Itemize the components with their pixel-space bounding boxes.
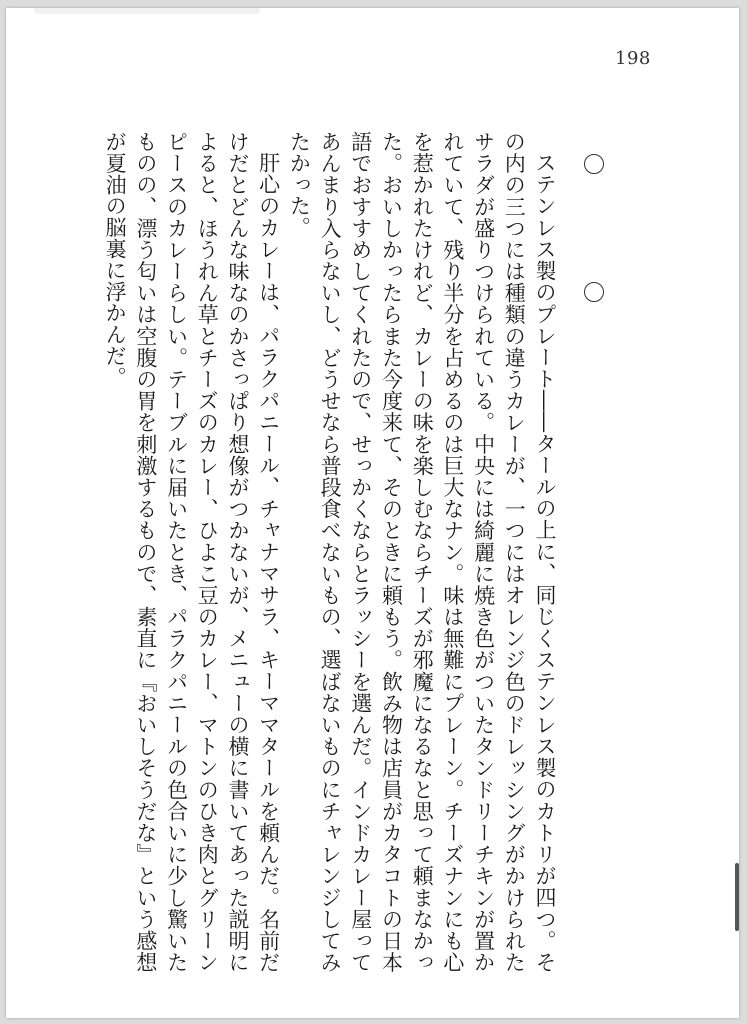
vertical-text-body — [103, 131, 560, 973]
book-page — [6, 8, 739, 1018]
page-top-tab — [34, 8, 260, 14]
scene-break-circle — [584, 282, 604, 302]
scrollbar-thumb[interactable] — [735, 863, 739, 931]
paragraph: 肝心のカレーは、パラクパニール、チャナマサラ、キーママタールを頼んだ。名前だけだとどんな味なのかさっぱり想像がつかないが、メニューの横に書いてあった説明によると、ほうれん草とチーズのカレー、ひよこ豆のカレー、マトンのひき肉とグリーンピースのカレーらしい。テーブルに届いたとき、パラクパニールの色合いに少し驚いたものの、漂う匂いは空腹の胃を刺激するもので、素直に『おいしそうだな』という感想が夏油の脳裏に浮かんだ。 — [103, 131, 281, 973]
page-number: 198 — [615, 48, 651, 69]
paragraph: ステンレス製のプレート――タールの上に、同じくステンレス製のカトリが四つ。その内の三つには種類の違うカレーが、一つにはオレンジ色のドレッシングがかけられたサラダが盛りつけられている。中央には綺麗に焼き色がついたタンドリーチキンが置かれていて、残り半分を占めるのは巨大なナン。味は無難にプレーン。チーズナンにも心を惹かれたけれど、カレーの味を楽しむならチーズが邪魔になるなと思って頼まなかった。おいしかったらまた今度来て、そのときに頼もう。飲み物は店員がカタコトの日本語でおすすめしてくれたので、せっかくならとラッシーを選んだ。インドカレー屋ってあんまり入らないし、どうせなら普段食べないもの、選ばないものにチャレンジしてみたかった。 — [287, 131, 557, 973]
scene-break-circle — [584, 154, 604, 174]
